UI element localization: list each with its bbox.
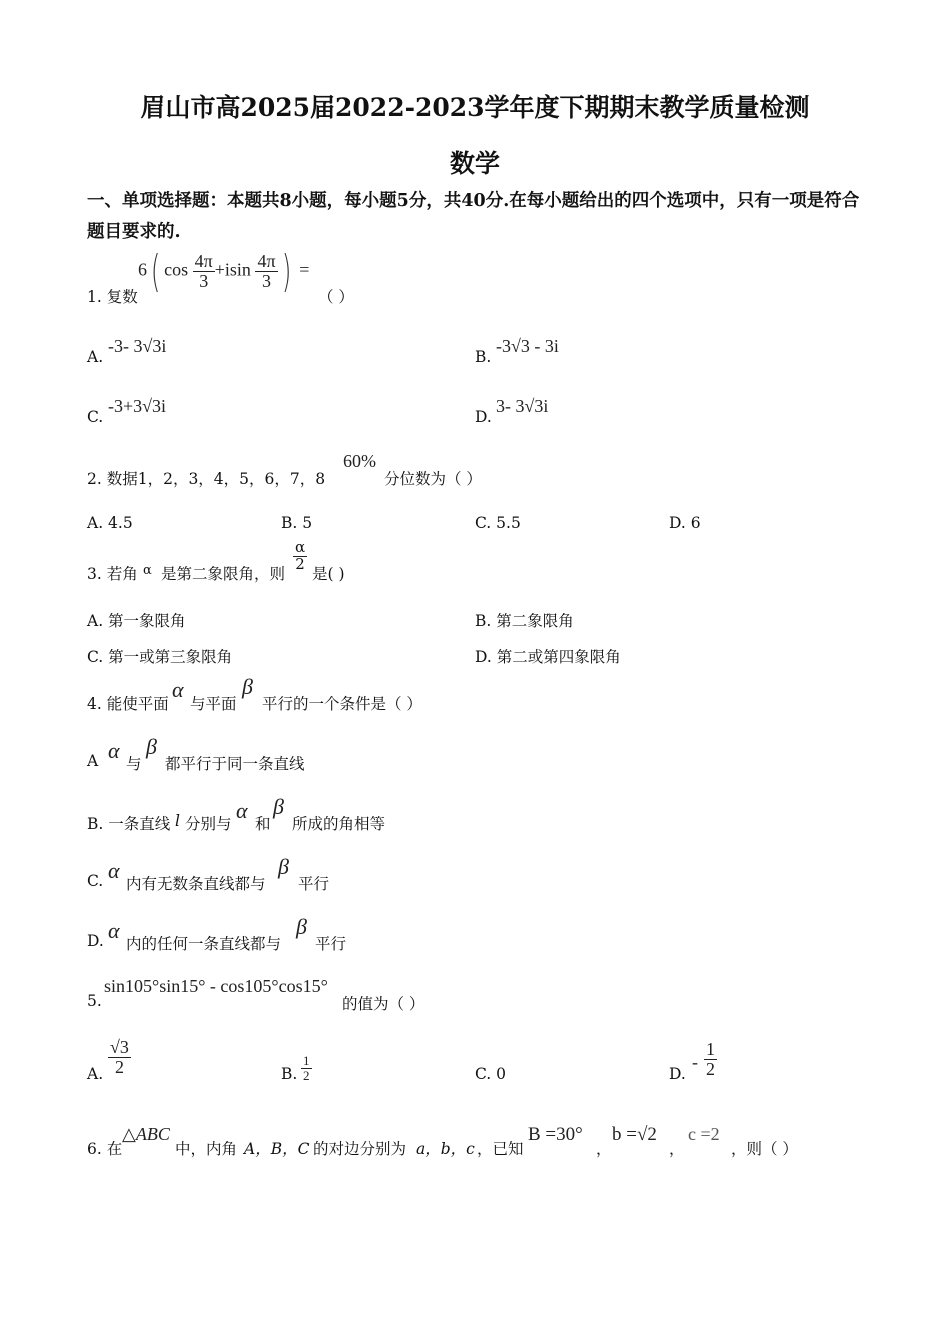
q3-optionD: D. 第二或第四象限角 <box>475 648 621 666</box>
q4-optionA-label: A <box>87 752 99 770</box>
q5-optionB-fraction: $\frac{1}{2}$ <box>303 1053 310 1083</box>
q1-frac-cos: $\frac{4\pi}{3}$ <box>194 251 213 291</box>
q6-angles: A，B，C <box>244 1140 310 1158</box>
q3-mid: 是第二象限角，则 <box>161 565 286 583</box>
q1-optionC: -3+3√3i <box>108 396 167 416</box>
q4-optionC-label: C. <box>87 872 104 890</box>
q4-optionC-tail: 平行 <box>298 875 330 893</box>
q2-optionD: D. 6 <box>669 514 701 532</box>
q4-p3: 平行的一个条件是（ ） <box>262 695 422 713</box>
q6-triangle: △ABC <box>122 1124 170 1144</box>
q1-optionC-label: C. <box>87 408 104 426</box>
q4-optionB-alpha: α <box>236 798 248 823</box>
q1-optionB-label: B. <box>475 348 492 366</box>
q1-optionD: 3- 3√3i <box>496 396 549 416</box>
q4-optionA-end: 都平行于同一条直线 <box>165 755 305 773</box>
q1-optionA: -3- 3√3i <box>108 336 167 356</box>
q5-optionD-label: D. <box>669 1065 686 1083</box>
q5-optionD-fraction: $\frac{1}{2}$ <box>706 1039 715 1079</box>
q1-isin: isin <box>224 259 251 280</box>
q5-expression: sin105°sin15° - cos105°cos15° <box>104 976 328 996</box>
q1-blank: （ ） <box>318 288 354 306</box>
q4-p2: 与平面 <box>190 695 237 713</box>
q4-optionB-p2: 分别与 <box>185 815 232 833</box>
q4-optionB-p3: 和 <box>255 815 271 833</box>
q6-sep2: ， <box>669 1140 685 1158</box>
q1-prefix: 1. 复数 <box>87 288 138 306</box>
q1-coef: 6 <box>138 259 147 280</box>
q3-optionC: C. 第一或第三象限角 <box>87 648 233 666</box>
q4-optionD-label: D. <box>87 932 104 950</box>
q1-optionD-label: D. <box>475 408 492 426</box>
q2-text: 2. 数据1，2，3，4，5，6，7，8 <box>87 470 326 488</box>
q4-optionC-alpha: α <box>108 858 120 883</box>
q4-optionA-alpha: α <box>108 738 120 763</box>
q2-optionC: C. 5.5 <box>475 514 521 532</box>
q1-expression <box>138 246 309 297</box>
q2-percent: 60% <box>343 451 376 471</box>
q2-optionA: A. 4.5 <box>87 514 133 532</box>
q3-alpha: α <box>143 563 152 578</box>
q4-optionB-end: 所成的角相等 <box>292 815 386 833</box>
q6-p4: ，已知 <box>477 1140 524 1158</box>
section-heading: 一、单项选择题：本题共8小题，每小题5分，共40分.在每小题给出的四个选项中，只有一项是符合题目要求的. <box>87 191 860 242</box>
q5-optionC: C. 0 <box>475 1065 507 1083</box>
left-paren-icon: ( <box>150 246 161 297</box>
q4-optionA-mid: 与 <box>126 755 142 773</box>
q6-sides: a，b，c <box>416 1140 475 1158</box>
q6-p1: 6. 在 <box>87 1140 123 1158</box>
q4-optionD-tail: 平行 <box>315 935 347 953</box>
q6-side-b: b =√2 <box>612 1124 657 1145</box>
q3-optionA: A. 第一象限角 <box>87 612 186 630</box>
q5-optionA-fraction: $\frac{√3}{2}$ <box>110 1037 129 1077</box>
q3-suffix: 是( ) <box>312 565 345 583</box>
q6-p2: 中，内角 <box>175 1140 238 1158</box>
q6-side-c: c =2 <box>688 1124 720 1144</box>
q4-optionD-alpha: α <box>108 918 120 943</box>
q1-frac-sin: $\frac{4\pi}{3}$ <box>257 251 276 291</box>
q6-end: ，则（ ） <box>731 1140 798 1158</box>
q5-optionD-sign: - <box>692 1052 698 1072</box>
exam-title: 眉山市高2025届2022-2023学年度下期期末教学质量检测 <box>140 93 810 122</box>
q3-prefix: 3. 若角 <box>87 565 138 583</box>
q4-p1: 4. 能使平面 <box>87 695 169 713</box>
q5-label: 5. <box>87 992 102 1010</box>
q4-optionD-end: 内的任何一条直线都与 <box>126 935 282 953</box>
q1-optionA-label: A. <box>87 348 104 366</box>
q5-optionA-label: A. <box>87 1065 104 1083</box>
q6-sep1: ， <box>596 1140 612 1158</box>
q4-optionB-p1: B. 一条直线 <box>87 815 171 833</box>
q3-fraction: $\frac{\alpha}{2}$ <box>295 538 306 573</box>
right-paren-icon: ) <box>281 246 291 297</box>
q5-optionB-label: B. <box>281 1065 298 1083</box>
q4-beta: β <box>242 674 253 699</box>
q4-optionC-beta: β <box>278 854 289 879</box>
subject-title: 数学 <box>449 149 500 178</box>
q1-optionB: -3√3 - 3i <box>496 336 559 356</box>
q5-suffix: 的值为（ ） <box>342 995 425 1013</box>
q1-plus: + <box>214 259 225 280</box>
q1-equals: = <box>299 259 310 280</box>
q3-optionB: B. 第二象限角 <box>475 612 574 630</box>
q2-suffix: 分位数为（ ） <box>384 470 482 488</box>
q2-optionB: B. 5 <box>281 514 313 532</box>
q4-optionC-end: 内有无数条直线都与 <box>126 875 266 893</box>
q4-alpha: α <box>172 677 184 702</box>
q6-angle-B: B =30° <box>528 1124 583 1145</box>
q4-optionB-l: l <box>175 812 180 830</box>
q4-optionA-beta: β <box>146 734 157 759</box>
q4-optionB-beta: β <box>273 794 284 819</box>
q4-optionD-beta: β <box>296 914 307 939</box>
q1-cos: cos <box>164 259 189 280</box>
q6-p3: 的对边分别为 <box>313 1140 407 1158</box>
